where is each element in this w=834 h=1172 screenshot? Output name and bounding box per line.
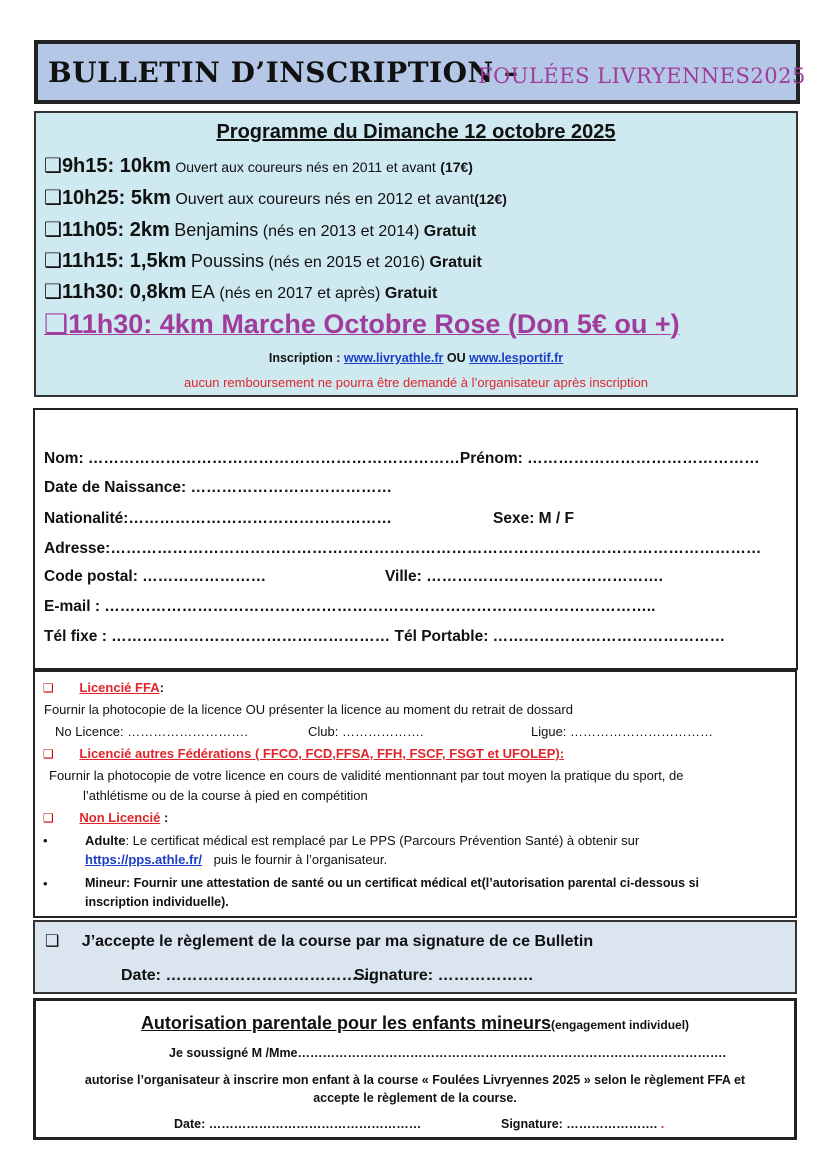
accept-signature-field[interactable]: Signature: ……………… bbox=[354, 967, 534, 984]
adulte-text: : Le certificat médical est remplacé par Le PPS (Parcours Prévention Santé) à obtenir sur bbox=[125, 833, 640, 848]
parental-authorization bbox=[33, 998, 797, 1140]
licence-autres-label: Licencié autres Fédérations ( FFCO, FCD,FFSA, FFH, FSCF, FSGT et UFOLEP): bbox=[79, 746, 565, 761]
licence-ffa-option[interactable] bbox=[43, 680, 164, 695]
red-dot: . bbox=[660, 1117, 665, 1131]
nationalite-field[interactable]: Nationalité:…………………………………………… bbox=[44, 510, 392, 527]
race-years: (nés en 2017 et après) bbox=[219, 285, 381, 302]
ligue-field[interactable]: Ligue: …………………………… bbox=[531, 724, 714, 739]
no-licence-field[interactable]: No Licence: ………………………. bbox=[55, 724, 248, 739]
mineur-line-2: inscription individuelle). bbox=[85, 895, 229, 909]
nom-prenom-field[interactable]: Nom: ………………………………………………………………Prénom: ……………………………………… bbox=[44, 450, 760, 467]
inscription-line bbox=[36, 351, 796, 365]
parental-title-line bbox=[36, 1013, 794, 1034]
parental-text-1: autorise l’organisateur à inscrire mon enfant à la course « Foulées Livryennes 2025 » selon le règlement FFA et bbox=[84, 1073, 746, 1087]
race-time: 10h25: 5km bbox=[61, 187, 171, 209]
checkbox-icon[interactable]: ❑ bbox=[44, 153, 62, 177]
autres-instructions-2: l’athlétisme ou de la course à pied en compétition bbox=[83, 788, 368, 803]
race-time: 11h15: 1,5km bbox=[61, 250, 187, 272]
adulte-text-2: puis le fournir à l’organisateur. bbox=[213, 852, 388, 867]
race-years: (nés en 2015 et 2016) bbox=[268, 254, 425, 271]
parental-text-2: accepte le règlement de la course. bbox=[313, 1091, 517, 1105]
bullet-mineur: • bbox=[43, 876, 48, 891]
checkbox-icon[interactable]: ❑ bbox=[44, 217, 62, 241]
non-licencie-option[interactable] bbox=[43, 810, 168, 825]
checkbox-icon[interactable]: ❑ bbox=[43, 681, 54, 695]
race-desc: Benjamins bbox=[174, 220, 259, 240]
race-years: (nés en 2013 et 2014) bbox=[262, 223, 420, 240]
link-lesportif[interactable]: www.lesportif.fr bbox=[469, 351, 564, 365]
code-postal-field[interactable]: Code postal: …………………… bbox=[44, 568, 267, 585]
parental-title: Autorisation parentale pour les enfants mineurs bbox=[140, 1013, 552, 1033]
link-livryathle[interactable]: www.livryathle.fr bbox=[343, 351, 444, 365]
race-time: 11h30: 0,8km bbox=[61, 281, 187, 303]
checkbox-icon[interactable]: ❑ bbox=[43, 747, 54, 761]
adresse-field[interactable]: Adresse:……………………………………………………………………………………………………………… bbox=[44, 540, 762, 557]
parental-title-small: (engagement individuel) bbox=[551, 1018, 690, 1032]
race-price: Gratuit bbox=[384, 285, 438, 302]
accept-date-field[interactable]: Date: ………………………………… bbox=[121, 967, 374, 984]
soussigne-field[interactable]: Je soussigné M /Mme…………………………………………………………………………………………. bbox=[169, 1046, 726, 1060]
ville-field[interactable]: Ville: ………………………………………. bbox=[385, 568, 663, 585]
licence-autres-option[interactable] bbox=[43, 746, 564, 761]
race-time: 11h05: 2km bbox=[61, 219, 170, 241]
checkbox-icon[interactable]: ❑ bbox=[44, 185, 62, 209]
parental-signature-label: Signature: …………………. bbox=[501, 1117, 661, 1131]
pps-line bbox=[85, 852, 387, 867]
race-time: 9h15: 10km bbox=[61, 155, 171, 177]
race-option-octobre-rose[interactable] bbox=[44, 309, 680, 340]
document-title: BULLETIN D’INSCRIPTION – bbox=[48, 56, 519, 89]
identity-form bbox=[33, 408, 798, 670]
checkbox-icon[interactable]: ❑ bbox=[44, 279, 62, 303]
header-banner bbox=[34, 40, 806, 104]
parental-signature-field[interactable] bbox=[501, 1117, 664, 1131]
licence-section bbox=[33, 670, 797, 918]
checkbox-icon[interactable]: ❑ bbox=[45, 931, 60, 950]
pps-link[interactable]: https://pps.athle.fr/ bbox=[85, 852, 202, 867]
acceptance-section bbox=[33, 920, 797, 994]
race-desc: Poussins bbox=[190, 251, 264, 271]
accept-rules-option[interactable] bbox=[45, 931, 593, 951]
accept-rules-label: J’accepte le règlement de la course par ma signature de ce Bulletin bbox=[81, 933, 594, 950]
ffa-instructions: Fournir la photocopie de la licence OU présenter la licence au moment du retrait de dossard bbox=[44, 702, 573, 717]
event-name: FOULÉES LIVRYENNES2025 bbox=[478, 64, 806, 88]
mineur-line-1: Mineur: Fournir une attestation de santé ou un certificat médical et(l’autorisation parental ci-dessous si bbox=[85, 876, 700, 890]
race-price: (12€) bbox=[474, 191, 507, 207]
adulte-line bbox=[85, 833, 639, 848]
programme-section bbox=[34, 111, 798, 397]
inscription-label: Inscription : bbox=[268, 351, 341, 365]
parental-date-field[interactable]: Date: …………………………………………… bbox=[174, 1117, 422, 1131]
adulte-label: Adulte bbox=[85, 833, 126, 848]
race-option-0-8km[interactable] bbox=[44, 279, 437, 304]
race-price: Gratuit bbox=[429, 254, 482, 271]
race-desc: EA bbox=[190, 282, 215, 302]
race-desc: Ouvert aux coureurs nés en 2011 et avant bbox=[175, 159, 436, 175]
date-naissance-field[interactable]: Date de Naissance: ………………………………… bbox=[44, 479, 392, 496]
programme-title: Programme du Dimanche 12 octobre 2025 bbox=[216, 121, 616, 143]
checkbox-icon[interactable]: ❑ bbox=[44, 248, 62, 272]
email-field[interactable]: E-mail : …………………………………………………………………………………………….. bbox=[44, 598, 656, 615]
colon: : bbox=[159, 680, 164, 695]
race-price: (17€) bbox=[440, 159, 473, 175]
race-desc: Ouvert aux coureurs nés en 2012 et avant bbox=[175, 191, 475, 208]
race-option-2km[interactable] bbox=[44, 217, 476, 242]
race-option-10km[interactable] bbox=[44, 153, 473, 178]
sexe-field[interactable]: Sexe: M / F bbox=[493, 510, 574, 527]
club-field[interactable]: Club: ………………. bbox=[308, 724, 424, 739]
checkbox-icon[interactable]: ❑ bbox=[44, 309, 69, 340]
checkbox-icon[interactable]: ❑ bbox=[43, 811, 54, 825]
or-label: OU bbox=[446, 351, 466, 365]
bullet-adulte: • bbox=[43, 833, 48, 848]
licence-ffa-label: Licencié FFA bbox=[79, 680, 160, 695]
telephone-field[interactable]: Tél fixe : ……………………………………………… Tél Portable: ……………………………………… bbox=[44, 628, 726, 645]
race-option-5km[interactable] bbox=[44, 185, 507, 210]
non-licencie-label: Non Licencié bbox=[79, 810, 161, 825]
rose-walk-label: 11h30: 4km Marche Octobre Rose (Don 5€ ou +) bbox=[68, 309, 680, 339]
refund-warning: aucun remboursement ne pourra être demandé à l’organisateur après inscription bbox=[184, 375, 648, 390]
autres-instructions-1: Fournir la photocopie de votre licence en cours de validité mentionnant par tout moyen la pratique du sport, de bbox=[49, 768, 684, 783]
race-option-1-5km[interactable] bbox=[44, 248, 482, 273]
race-price: Gratuit bbox=[423, 223, 477, 240]
colon: : bbox=[163, 810, 169, 825]
